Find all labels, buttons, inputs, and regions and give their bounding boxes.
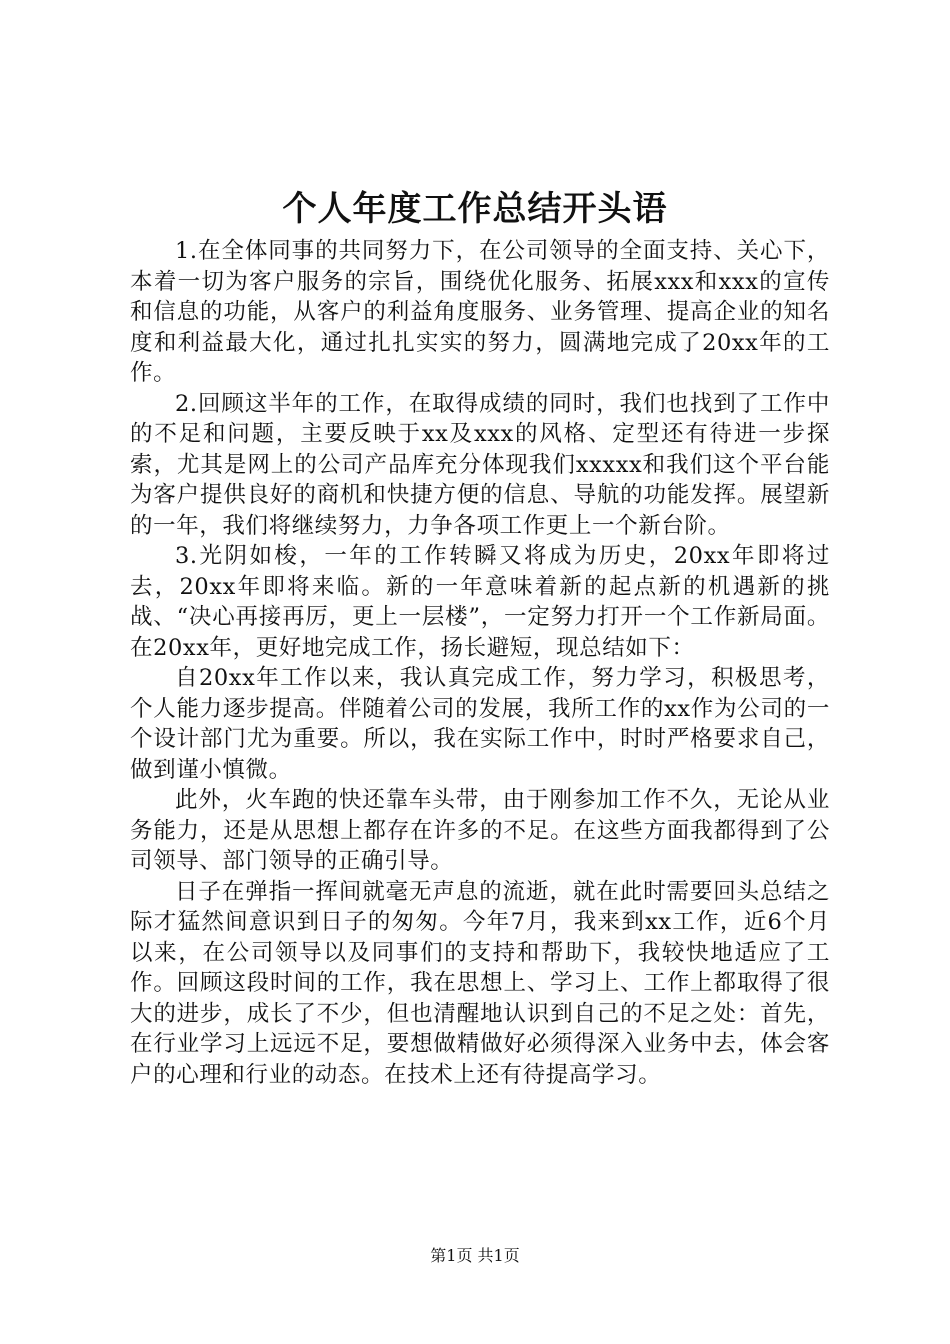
document-body [130,236,830,1090]
document-title: 个人年度工作总结开头语 [282,189,668,229]
page-footer: 第1页 共1页 [430,1246,520,1265]
paragraph-2: 2.回顾这半年的工作，在取得成绩的同时，我们也找到了工作中的不足和问题，主要反映于xx及xxx的风格、定型还有待进一步探索，尤其是网上的公司产品库充分体现我们xxxxx和我们这个平台能为客户提供良好的商机和快捷方便的信息、导航的功能发挥。展望新的一年，我们将继续努力，力争各项工作更上一个新台阶。 [130,390,830,539]
paragraph-1: 1.在全体同事的共同努力下，在公司领导的全面支持、关心下，本着一切为客户服务的宗旨，围绕优化服务、拓展xxx和xxx的宣传和信息的功能，从客户的利益角度服务、业务管理、提高企业的知名度和利益最大化，通过扎扎实实的努力，圆满地完成了20xx年的工作。 [130,238,830,386]
paragraph-6: 日子在弹指一挥间就毫无声息的流逝，就在此时需要回头总结之际才猛然间意识到日子的匆匆。今年7月，我来到xx工作，近6个月以来，在公司领导以及同事们的支持和帮助下，我较快地适应了工作。回顾这段时间的工作，我在思想上、学习上、工作上都取得了很大的进步，成长了不少，但也清醒地认识到自己的不足之处：首先，在行业学习上远远不足，要想做精做好必须得深入业务中去，体会客户的心理和行业的动态。在技术上还有待提高学习。 [130,878,830,1088]
paragraph-5: 此外，火车跑的快还靠车头带，由于刚参加工作不久，无论从业务能力，还是从思想上都存在许多的不足。在这些方面我都得到了公司领导、部门领导的正确引导。 [130,787,830,874]
paragraph-4: 自20xx年工作以来，我认真完成工作，努力学习，积极思考，个人能力逐步提高。伴随着公司的发展，我所工作的xx作为公司的一个设计部门尤为重要。所以，我在实际工作中，时时严格要求自己，做到谨小慎微。 [130,665,830,783]
paragraph-3: 3.光阴如梭，一年的工作转瞬又将成为历史，20xx年即将过去，20xx年即将来临。新的一年意味着新的起点新的机遇新的挑战、“决心再接再厉，更上一层楼”，一定努力打开一个工作新局面。在20xx年，更好地完成工作，扬长避短，现总结如下： [130,543,830,661]
